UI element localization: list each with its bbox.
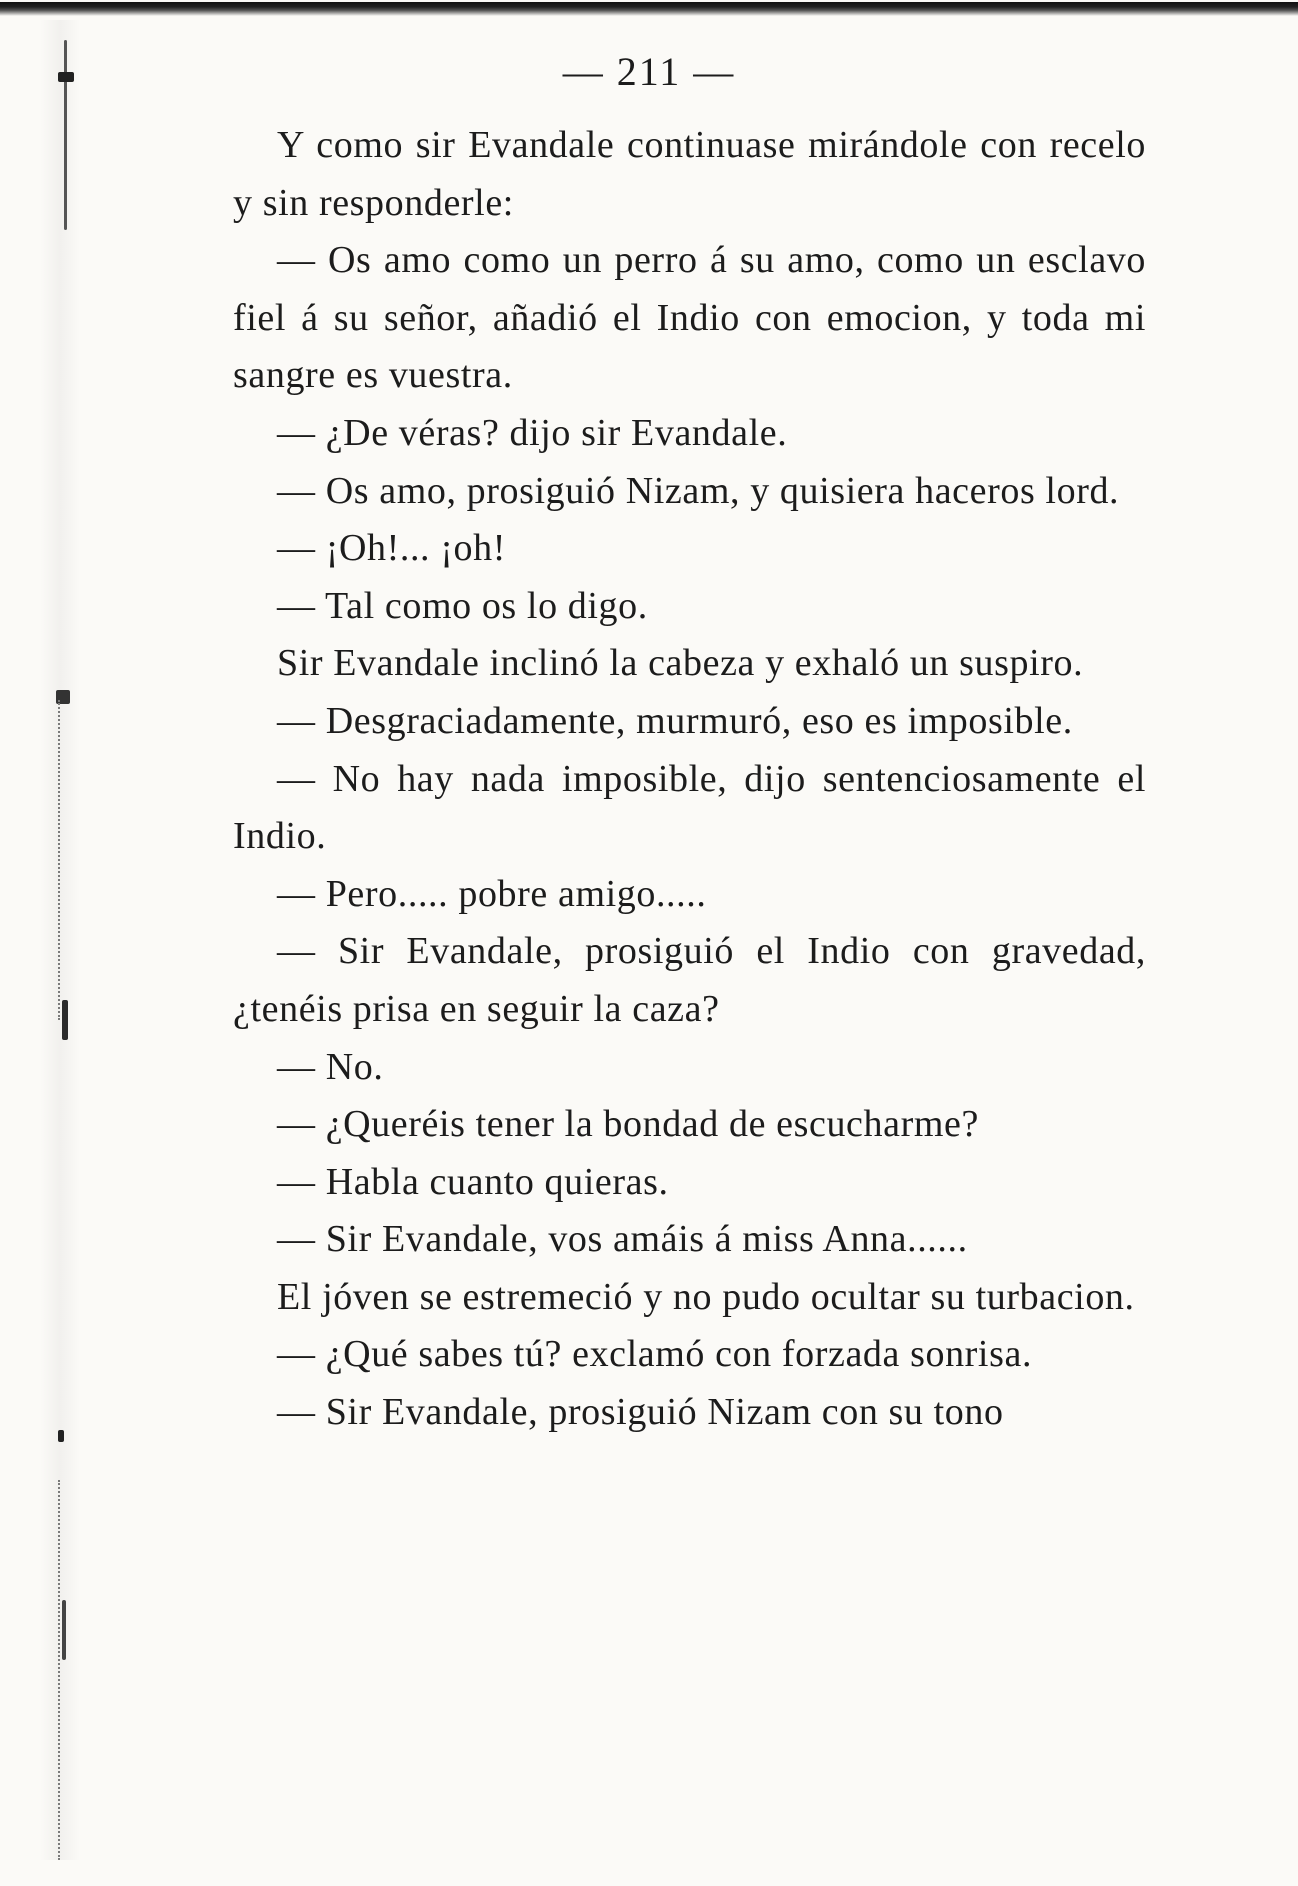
paragraph: — Pero..... pobre amigo..... (277, 872, 707, 915)
paragraph: — ¿Queréis tener la bondad de escucharme? (277, 1103, 979, 1146)
body-text (233, 117, 1146, 1442)
margin-mark (58, 1430, 64, 1442)
paragraph: — Desgraciadamente, murmuró, eso es imposible. (277, 699, 1073, 742)
paragraph: — ¿Qué sabes tú? exclamó con forzada sonrisa. (277, 1333, 1033, 1376)
paragraph: — Tal como os lo digo. (277, 584, 648, 627)
paragraph: — No. (277, 1045, 384, 1088)
paragraph: El jóven se estremeció y no pudo ocultar su turbacion. (277, 1275, 1135, 1318)
paragraph: — Habla cuanto quieras. (277, 1160, 669, 1203)
margin-speckle (58, 1480, 63, 1860)
paragraph: — ¿De véras? dijo sir Evandale. (277, 411, 788, 454)
page-number: — 211 — (562, 49, 736, 94)
paragraph: Y como sir Evandale continuase mirándole con recelo y sin responderle: (233, 124, 1146, 224)
paragraph: — Sir Evandale, prosiguió Nizam con su tono (277, 1391, 1004, 1434)
margin-mark (62, 1000, 68, 1040)
paragraph: — Os amo, prosiguió Nizam, y quisiera haceros lord. (277, 469, 1120, 512)
paragraph: Sir Evandale inclinó la cabeza y exhaló un suspiro. (277, 642, 1084, 685)
margin-speckle (58, 700, 63, 1020)
paragraph: — ¡Oh!... ¡oh! (277, 527, 506, 570)
paragraph: — No hay nada imposible, dijo sentenciosamente el Indio. (233, 757, 1146, 858)
top-border-rule (0, 2, 1298, 16)
paragraph: — Sir Evandale, vos amáis á miss Anna...... (277, 1218, 968, 1261)
paragraph: — Sir Evandale, prosiguió el Indio con gravedad, ¿tenéis prisa en seguir la caza? (233, 930, 1146, 1030)
margin-mark (62, 1600, 66, 1660)
paragraph: — Os amo como un perro á su amo, como un esclavo fiel á su señor, añadió el Indio con emocion, y toda mi sangre es vuestra. (233, 239, 1146, 397)
